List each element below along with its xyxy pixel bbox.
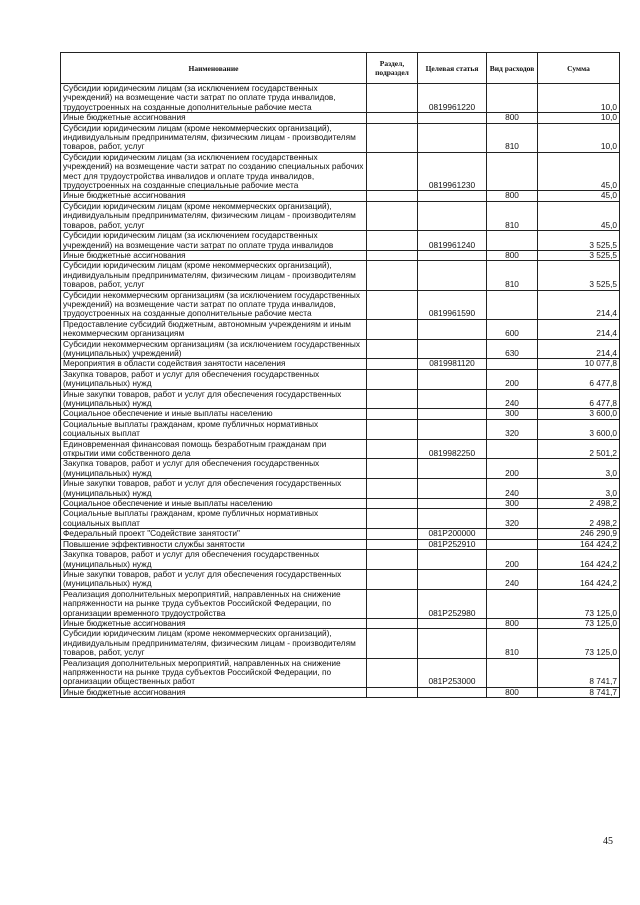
kind-cell: 800 [487, 250, 538, 260]
sum-cell: 3,0 [538, 479, 620, 499]
name-cell: Субсидии юридическим лицам (за исключением государственных учреждений) на возмещение части затрат по созданию специальных рабочих мест для трудоустройства инвалидов и оплате труда инвалидов, трудоустроенных на созданные специальные рабочие места [61, 152, 367, 191]
target-cell: 0819982250 [418, 439, 487, 459]
sum-cell: 45,0 [538, 201, 620, 230]
sum-cell: 73 125,0 [538, 629, 620, 658]
kind-cell: 810 [487, 629, 538, 658]
kind-cell: 630 [487, 339, 538, 359]
table-row [61, 290, 620, 319]
sum-cell: 10,0 [538, 113, 620, 123]
table-row [61, 509, 620, 529]
table-row [61, 550, 620, 570]
header-kind: Вид расходов [487, 53, 538, 84]
name-cell: Иные бюджетные ассигнования [61, 113, 367, 123]
kind-cell [487, 290, 538, 319]
budget-page [60, 52, 619, 698]
name-cell: Реализация дополнительных мероприятий, направленных на снижение напряженности на рынке труда субъектов Российской Федерации, по организации общественных работ [61, 658, 367, 687]
target-cell [418, 499, 487, 509]
kind-cell: 810 [487, 123, 538, 152]
section-cell [367, 439, 418, 459]
kind-cell: 320 [487, 509, 538, 529]
name-cell: Субсидии некоммерческим организациям (за исключением государственных (муниципальных) учреждений) [61, 339, 367, 359]
header-section: Раздел, подраздел [367, 53, 418, 84]
sum-cell: 3 525,5 [538, 250, 620, 260]
section-cell [367, 499, 418, 509]
name-cell: Предоставление субсидий бюджетным, автономным учреждениям и иным некоммерческим организациям [61, 319, 367, 339]
section-cell [367, 261, 418, 290]
sum-cell: 2 498,2 [538, 499, 620, 509]
kind-cell [487, 359, 538, 369]
sum-cell: 3 525,5 [538, 231, 620, 251]
sum-cell: 10,0 [538, 123, 620, 152]
kind-cell [487, 529, 538, 539]
table-row [61, 629, 620, 658]
sum-cell: 164 424,2 [538, 550, 620, 570]
kind-cell: 600 [487, 319, 538, 339]
sum-cell: 73 125,0 [538, 589, 620, 618]
section-cell [367, 231, 418, 251]
sum-cell: 73 125,0 [538, 618, 620, 628]
name-cell: Иные закупки товаров, работ и услуг для обеспечения государственных (муниципальных) нужд [61, 479, 367, 499]
target-cell [418, 479, 487, 499]
table-row [61, 479, 620, 499]
name-cell: Субсидии юридическим лицам (кроме некоммерческих организаций), индивидуальным предпринимателям, физическим лицам - производителям товаров, работ, услуг [61, 123, 367, 152]
name-cell: Иные закупки товаров, работ и услуг для обеспечения государственных (муниципальных) нужд [61, 389, 367, 409]
section-cell [367, 250, 418, 260]
name-cell: Иные закупки товаров, работ и услуг для обеспечения государственных (муниципальных) нужд [61, 569, 367, 589]
sum-cell: 164 424,2 [538, 569, 620, 589]
target-cell [418, 509, 487, 529]
budget-table [60, 52, 620, 698]
table-row [61, 250, 620, 260]
table-row [61, 261, 620, 290]
target-cell [418, 550, 487, 570]
table-row [61, 84, 620, 113]
kind-cell: 800 [487, 113, 538, 123]
sum-cell: 45,0 [538, 152, 620, 191]
table-row [61, 191, 620, 201]
sum-cell: 3 600,0 [538, 419, 620, 439]
name-cell: Субсидии юридическим лицам (за исключением государственных учреждений) на возмещение части затрат по оплате труда инвалидов [61, 231, 367, 251]
table-row [61, 231, 620, 251]
kind-cell [487, 539, 538, 549]
kind-cell: 240 [487, 569, 538, 589]
section-cell [367, 658, 418, 687]
target-cell: 0819961590 [418, 290, 487, 319]
name-cell: Социальные выплаты гражданам, кроме публичных нормативных социальных выплат [61, 419, 367, 439]
section-cell [367, 479, 418, 499]
section-cell [367, 459, 418, 479]
kind-cell [487, 152, 538, 191]
name-cell: Иные бюджетные ассигнования [61, 687, 367, 697]
name-cell: Иные бюджетные ассигнования [61, 618, 367, 628]
table-row [61, 113, 620, 123]
table-row [61, 529, 620, 539]
section-cell [367, 191, 418, 201]
kind-cell: 800 [487, 618, 538, 628]
kind-cell [487, 589, 538, 618]
table-row [61, 409, 620, 419]
table-row [61, 389, 620, 409]
section-cell [367, 369, 418, 389]
sum-cell: 214,4 [538, 319, 620, 339]
kind-cell: 240 [487, 389, 538, 409]
kind-cell: 800 [487, 191, 538, 201]
target-cell [418, 113, 487, 123]
name-cell: Субсидии юридическим лицам (кроме некоммерческих организаций), индивидуальным предпринимателям, физическим лицам - производителям товаров, работ, услуг [61, 629, 367, 658]
sum-cell: 6 477,8 [538, 389, 620, 409]
table-row [61, 359, 620, 369]
name-cell: Субсидии юридическим лицам (кроме некоммерческих организаций), индивидуальным предпринимателям, физическим лицам - производителям товаров, работ, услуг [61, 261, 367, 290]
name-cell: Закупка товаров, работ и услуг для обеспечения государственных (муниципальных) нужд [61, 459, 367, 479]
sum-cell: 3 525,5 [538, 261, 620, 290]
table-row [61, 589, 620, 618]
section-cell [367, 409, 418, 419]
section-cell [367, 550, 418, 570]
target-cell [418, 261, 487, 290]
sum-cell: 246 290,9 [538, 529, 620, 539]
sum-cell: 45,0 [538, 191, 620, 201]
table-row [61, 499, 620, 509]
sum-cell: 6 477,8 [538, 369, 620, 389]
section-cell [367, 84, 418, 113]
target-cell [418, 419, 487, 439]
sum-cell: 8 741,7 [538, 687, 620, 697]
section-cell [367, 419, 418, 439]
target-cell: 081Р252910 [418, 539, 487, 549]
name-cell: Федеральный проект "Содействие занятости" [61, 529, 367, 539]
name-cell: Закупка товаров, работ и услуг для обеспечения государственных (муниципальных) нужд [61, 369, 367, 389]
table-row [61, 369, 620, 389]
header-target: Целевая статья [418, 53, 487, 84]
kind-cell [487, 231, 538, 251]
name-cell: Социальное обеспечение и иные выплаты населению [61, 499, 367, 509]
table-row [61, 419, 620, 439]
section-cell [367, 123, 418, 152]
section-cell [367, 389, 418, 409]
table-row [61, 539, 620, 549]
section-cell [367, 359, 418, 369]
kind-cell: 810 [487, 201, 538, 230]
section-cell [367, 589, 418, 618]
kind-cell [487, 439, 538, 459]
sum-cell: 214,4 [538, 339, 620, 359]
section-cell [367, 509, 418, 529]
kind-cell: 200 [487, 369, 538, 389]
sum-cell: 3,0 [538, 459, 620, 479]
name-cell: Субсидии юридическим лицам (за исключением государственных учреждений) на возмещение части затрат по оплате труда инвалидов, трудоустроенных на созданные дополнительные рабочие места [61, 84, 367, 113]
section-cell [367, 339, 418, 359]
section-cell [367, 113, 418, 123]
section-cell [367, 539, 418, 549]
name-cell: Социальное обеспечение и иные выплаты населению [61, 409, 367, 419]
kind-cell: 320 [487, 419, 538, 439]
section-cell [367, 618, 418, 628]
table-row [61, 201, 620, 230]
sum-cell: 10,0 [538, 84, 620, 113]
sum-cell: 214,4 [538, 290, 620, 319]
name-cell: Реализация дополнительных мероприятий, направленных на снижение напряженности на рынке труда субъектов Российской Федерации, по организации временного трудоустройства [61, 589, 367, 618]
target-cell: 081Р200000 [418, 529, 487, 539]
kind-cell: 800 [487, 687, 538, 697]
table-row [61, 687, 620, 697]
name-cell: Повышение эффективности службы занятости [61, 539, 367, 549]
kind-cell: 300 [487, 499, 538, 509]
section-cell [367, 319, 418, 339]
name-cell: Субсидии некоммерческим организациям (за исключением государственных учреждений) на возмещение части затрат по оплате труда инвалидов, трудоустроенных на созданные дополнительные рабочие места [61, 290, 367, 319]
sum-cell: 2 498,2 [538, 509, 620, 529]
target-cell [418, 629, 487, 658]
kind-cell: 810 [487, 261, 538, 290]
sum-cell: 164 424,2 [538, 539, 620, 549]
target-cell [418, 123, 487, 152]
target-cell [418, 201, 487, 230]
target-cell: 081Р253000 [418, 658, 487, 687]
name-cell: Социальные выплаты гражданам, кроме публичных нормативных социальных выплат [61, 509, 367, 529]
name-cell: Субсидии юридическим лицам (кроме некоммерческих организаций), индивидуальным предпринимателям, физическим лицам - производителям товаров, работ, услуг [61, 201, 367, 230]
page-number: 45 [603, 836, 613, 847]
table-row [61, 459, 620, 479]
name-cell: Иные бюджетные ассигнования [61, 250, 367, 260]
table-row [61, 339, 620, 359]
sum-cell: 3 600,0 [538, 409, 620, 419]
target-cell [418, 191, 487, 201]
table-row [61, 319, 620, 339]
target-cell: 081Р252980 [418, 589, 487, 618]
sum-cell: 2 501,2 [538, 439, 620, 459]
target-cell: 0819961230 [418, 152, 487, 191]
kind-cell: 200 [487, 550, 538, 570]
section-cell [367, 629, 418, 658]
section-cell [367, 290, 418, 319]
table-row [61, 123, 620, 152]
target-cell [418, 409, 487, 419]
header-sum: Сумма [538, 53, 620, 84]
header-name: Наименование [61, 53, 367, 84]
table-row [61, 658, 620, 687]
name-cell: Закупка товаров, работ и услуг для обеспечения государственных (муниципальных) нужд [61, 550, 367, 570]
target-cell [418, 687, 487, 697]
table-row [61, 618, 620, 628]
table-row [61, 569, 620, 589]
table-row [61, 152, 620, 191]
name-cell: Иные бюджетные ассигнования [61, 191, 367, 201]
kind-cell [487, 84, 538, 113]
target-cell [418, 319, 487, 339]
table-header-row [61, 53, 620, 84]
sum-cell: 8 741,7 [538, 658, 620, 687]
table-row [61, 439, 620, 459]
name-cell: Единовременная финансовая помощь безработным гражданам при открытии ими собственного дела [61, 439, 367, 459]
target-cell [418, 459, 487, 479]
section-cell [367, 152, 418, 191]
section-cell [367, 569, 418, 589]
target-cell: 0819961220 [418, 84, 487, 113]
section-cell [367, 687, 418, 697]
kind-cell [487, 658, 538, 687]
target-cell [418, 339, 487, 359]
target-cell: 0819981120 [418, 359, 487, 369]
sum-cell: 10 077,8 [538, 359, 620, 369]
target-cell: 0819961240 [418, 231, 487, 251]
target-cell [418, 369, 487, 389]
name-cell: Мероприятия в области содействия занятости населения [61, 359, 367, 369]
target-cell [418, 389, 487, 409]
kind-cell: 240 [487, 479, 538, 499]
section-cell [367, 529, 418, 539]
kind-cell: 200 [487, 459, 538, 479]
target-cell [418, 250, 487, 260]
section-cell [367, 201, 418, 230]
table-body [61, 84, 620, 698]
kind-cell: 300 [487, 409, 538, 419]
target-cell [418, 569, 487, 589]
target-cell [418, 618, 487, 628]
